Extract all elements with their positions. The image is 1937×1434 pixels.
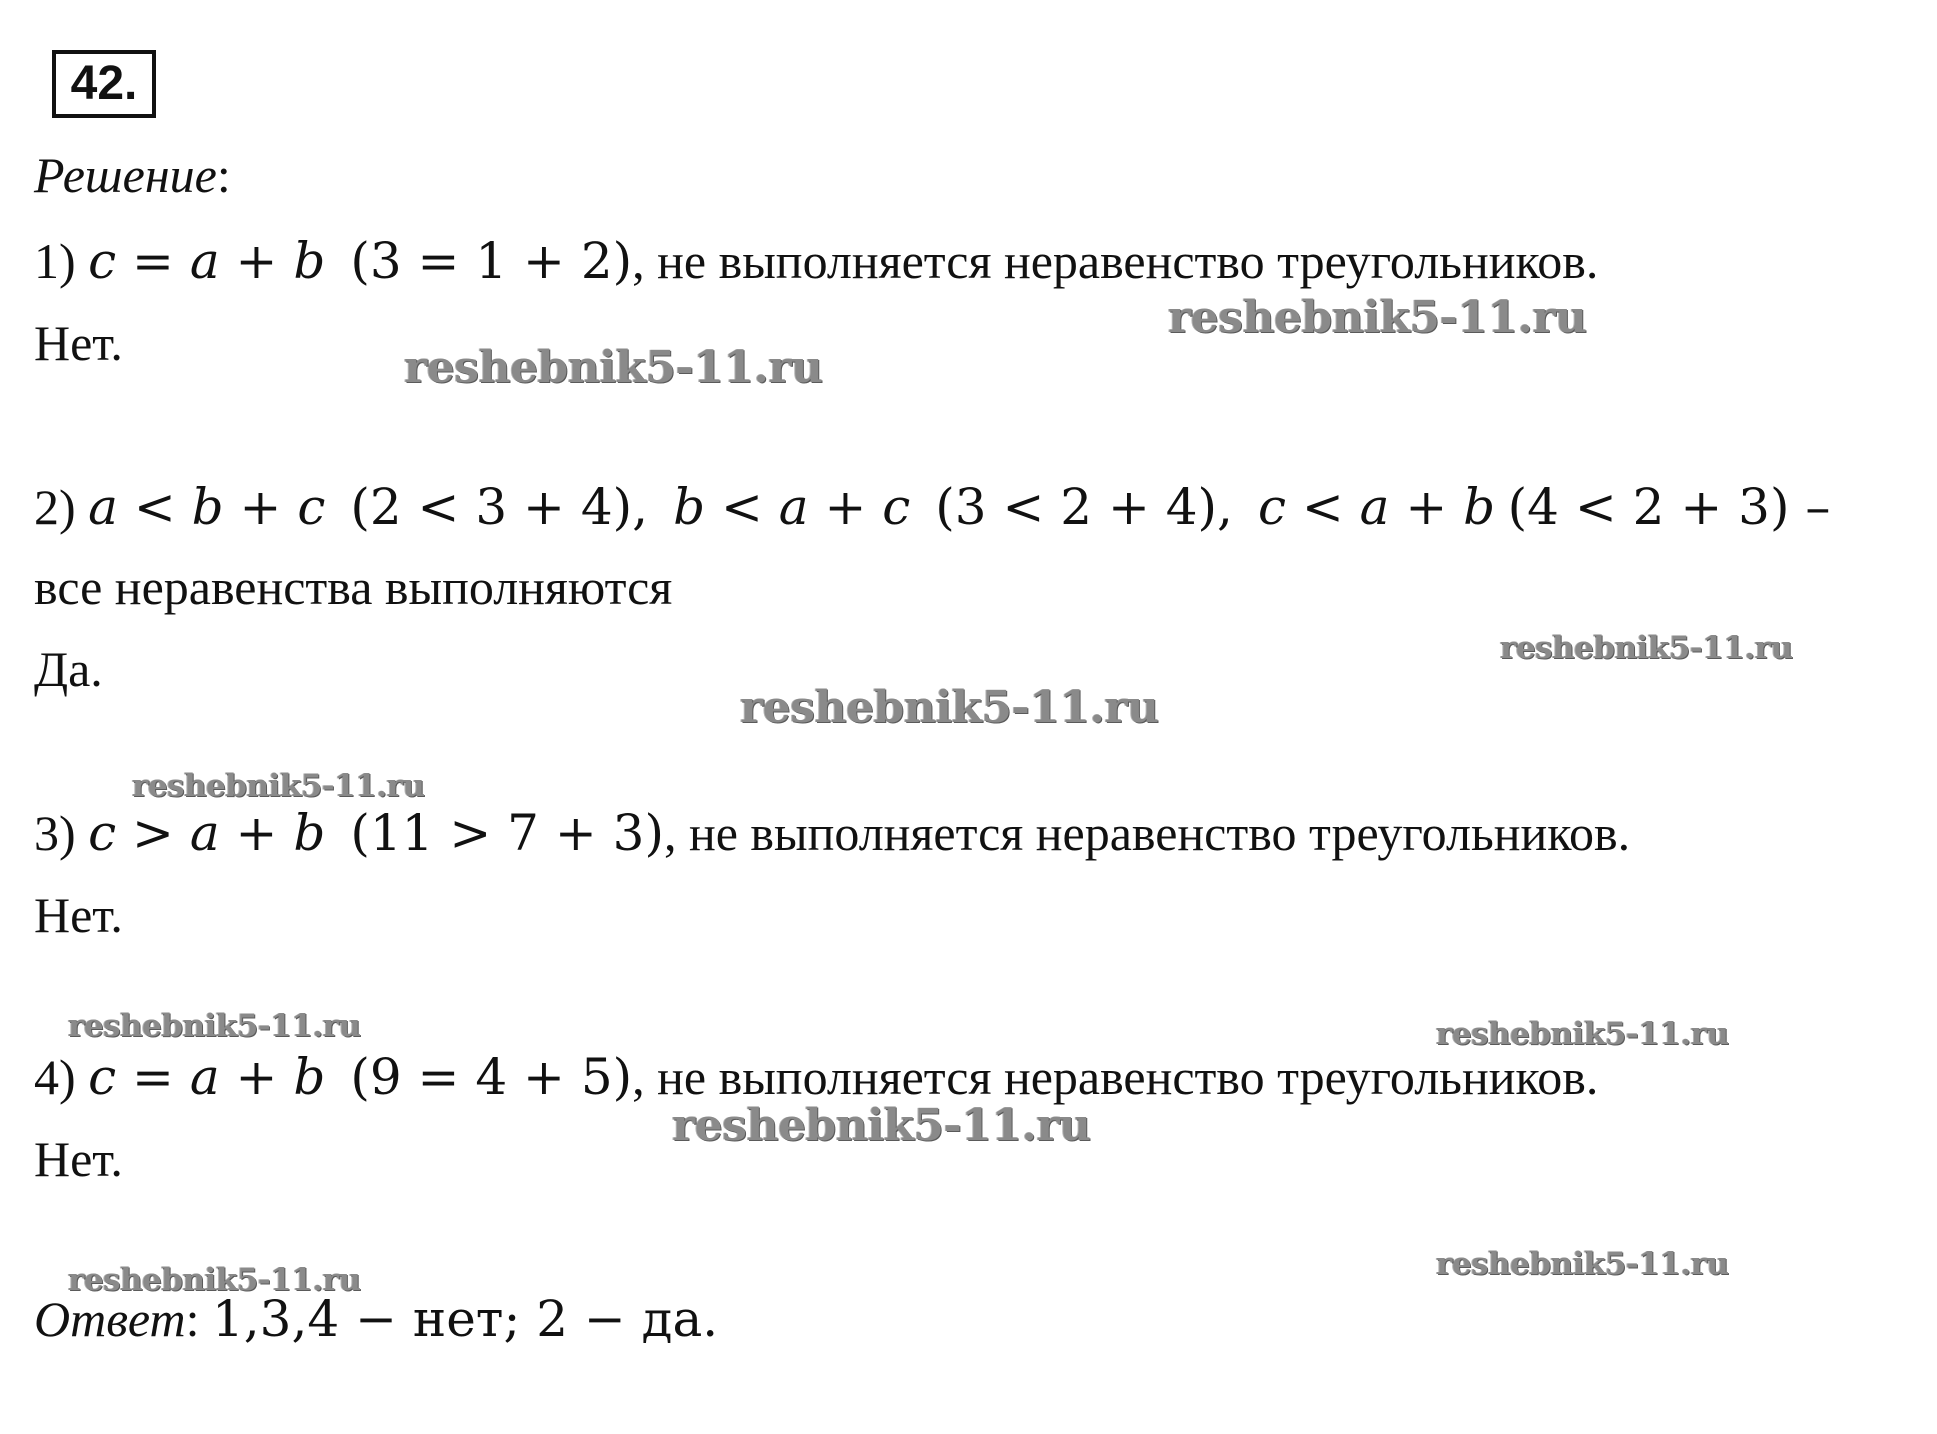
watermark: reshebnik5-11.ru xyxy=(672,1100,1091,1151)
solution-heading-label: Решение xyxy=(34,147,217,203)
item-2-comment: все неравенства выполняются xyxy=(34,559,673,615)
item-1-comment: , не выполняется неравенство треугольников. xyxy=(632,233,1599,289)
item-2-label: 2) xyxy=(34,479,89,535)
watermark: reshebnik5-11.ru xyxy=(68,1262,361,1298)
watermark: reshebnik5-11.ru xyxy=(1168,292,1587,343)
item-2-verdict: Да. xyxy=(34,641,103,697)
item-2-relation-1: a < b + c xyxy=(88,478,326,536)
answer-line xyxy=(34,1290,719,1348)
item-4-example: (9 = 4 + 5) xyxy=(350,1048,633,1106)
item-3-verdict: Нет. xyxy=(34,887,123,943)
item-3-example: (11 > 7 + 3) xyxy=(350,804,664,862)
answer-label: Ответ xyxy=(34,1291,186,1347)
watermark: reshebnik5-11.ru xyxy=(740,682,1159,733)
item-3-label: 3) xyxy=(34,805,89,861)
item-1-line xyxy=(34,232,1599,290)
answer-text: 1,3,4 − нет; 2 − да. xyxy=(211,1290,719,1348)
watermark: reshebnik5-11.ru xyxy=(404,342,823,393)
item-2-line xyxy=(34,478,1831,536)
solution-heading xyxy=(34,147,231,203)
item-2-relation-3: c < a + b xyxy=(1257,478,1496,536)
item-1-relation: c = a + b xyxy=(88,232,326,290)
watermark: reshebnik5-11.ru xyxy=(1436,1016,1729,1052)
item-2-example-3: (4 < 2 + 3) – xyxy=(1507,478,1831,536)
item-4-line xyxy=(34,1048,1599,1106)
item-3-relation: c > a + b xyxy=(88,804,326,862)
watermark: reshebnik5-11.ru xyxy=(132,768,425,804)
answer-colon: : xyxy=(185,1291,200,1347)
item-4-verdict: Нет. xyxy=(34,1131,123,1187)
item-1-label: 1) xyxy=(34,233,89,289)
item-3-comment: , не выполняется неравенство треугольников. xyxy=(663,805,1631,861)
item-1-verdict: Нет. xyxy=(34,315,123,371)
watermark: reshebnik5-11.ru xyxy=(68,1008,361,1044)
item-1-example: (3 = 1 + 2) xyxy=(350,232,633,290)
item-4-label: 4) xyxy=(34,1049,89,1105)
problem-number: 42. xyxy=(52,50,156,118)
item-2-relation-2: b < a + c xyxy=(673,478,911,536)
item-3-line xyxy=(34,804,1631,862)
solution-heading-colon: : xyxy=(216,147,231,203)
item-4-comment: , не выполняется неравенство треугольников. xyxy=(632,1049,1599,1105)
watermark: reshebnik5-11.ru xyxy=(1436,1246,1729,1282)
item-2-example-2: (3 < 2 + 4), xyxy=(935,478,1233,536)
item-2-example-1: (2 < 3 + 4), xyxy=(350,478,649,536)
item-4-relation: c = a + b xyxy=(88,1048,326,1106)
watermark: reshebnik5-11.ru xyxy=(1500,630,1793,666)
